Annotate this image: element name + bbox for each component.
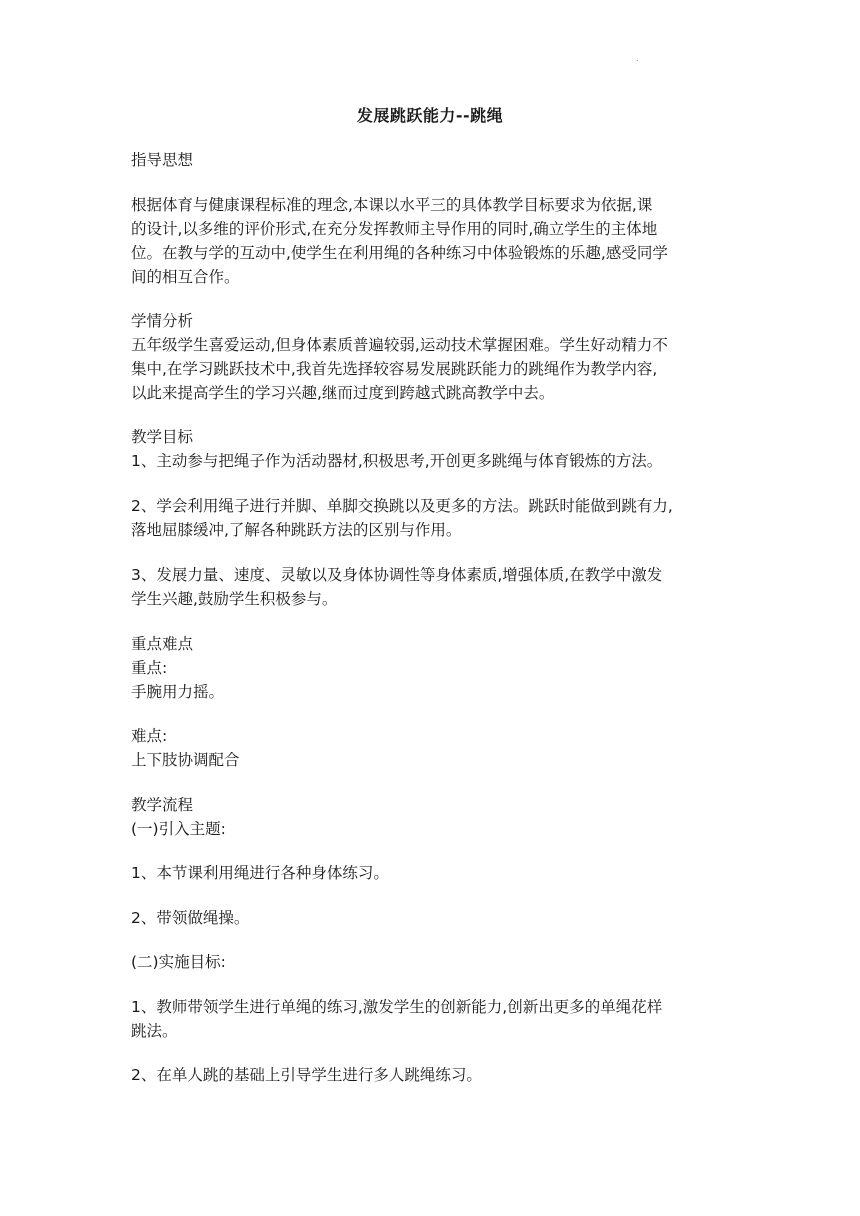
paragraph-line: 位。在教与学的互动中,使学生在利用绳的各种练习中体验锻炼的乐趣,感受同学 bbox=[131, 244, 668, 262]
section-heading-process: 教学流程 bbox=[131, 796, 194, 814]
process-step-continuation: 跳法。 bbox=[131, 1022, 178, 1040]
paragraph-line: 集中,在学习跳跃技术中,我首先选择较容易发展跳跃能力的跳绳作为教学内容, bbox=[131, 360, 658, 378]
process-part-heading: (二)实施目标: bbox=[131, 953, 226, 971]
key-text: 手腕用力摇。 bbox=[131, 683, 225, 701]
paragraph-line: 根据体育与健康课程标准的理念,本课以水平三的具体教学目标要求为依据,课 bbox=[131, 196, 653, 214]
process-step: 2、带领做绳操。 bbox=[131, 909, 250, 927]
goal-item-continuation: 落地屈膝缓冲,了解各种跳跃方法的区别与作用。 bbox=[131, 521, 462, 539]
paragraph-line: 间的相互合作。 bbox=[131, 268, 240, 286]
section-heading-goals: 教学目标 bbox=[131, 428, 194, 446]
goal-item-continuation: 学生兴趣,鼓励学生积极参与。 bbox=[131, 590, 338, 608]
process-step: 1、本节课利用绳进行各种身体练习。 bbox=[131, 864, 389, 882]
goal-item: 3、发展力量、速度、灵敏以及身体协调性等身体素质,增强体质,在教学中激发 bbox=[131, 566, 663, 584]
section-heading-guiding: 指导思想 bbox=[131, 151, 194, 169]
process-step: 1、教师带领学生进行单绳的练习,激发学生的创新能力,创新出更多的单绳花样 bbox=[131, 998, 663, 1016]
paragraph-line: 的设计,以多维的评价形式,在充分发挥教师主导作用的同时,确立学生的主体地 bbox=[131, 220, 658, 238]
page-marker: . bbox=[636, 54, 639, 63]
section-heading-analysis: 学情分析 bbox=[131, 312, 194, 330]
difficulty-text: 上下肢协调配合 bbox=[131, 751, 240, 769]
process-part-heading: (一)引入主题: bbox=[131, 820, 226, 838]
paragraph-line: 五年级学生喜爱运动,但身体素质普遍较弱,运动技术掌握困难。学生好动精力不 bbox=[131, 336, 668, 354]
section-heading-keypoints: 重点难点 bbox=[131, 635, 194, 653]
paragraph-line: 以此来提高学生的学习兴趣,继而过度到跨越式跳高教学中去。 bbox=[131, 384, 555, 402]
document-title: 发展跳跃能力--跳绳 bbox=[356, 106, 504, 125]
difficulty-label: 难点: bbox=[131, 727, 168, 745]
goal-item: 2、学会利用绳子进行并脚、单脚交换跳以及更多的方法。跳跃时能做到跳有力, bbox=[131, 497, 673, 515]
goal-item: 1、主动参与把绳子作为活动器材,积极思考,开创更多跳绳与体育锻炼的方法。 bbox=[131, 452, 663, 470]
key-label: 重点: bbox=[131, 659, 168, 677]
process-step: 2、在单人跳的基础上引导学生进行多人跳绳练习。 bbox=[131, 1066, 482, 1084]
